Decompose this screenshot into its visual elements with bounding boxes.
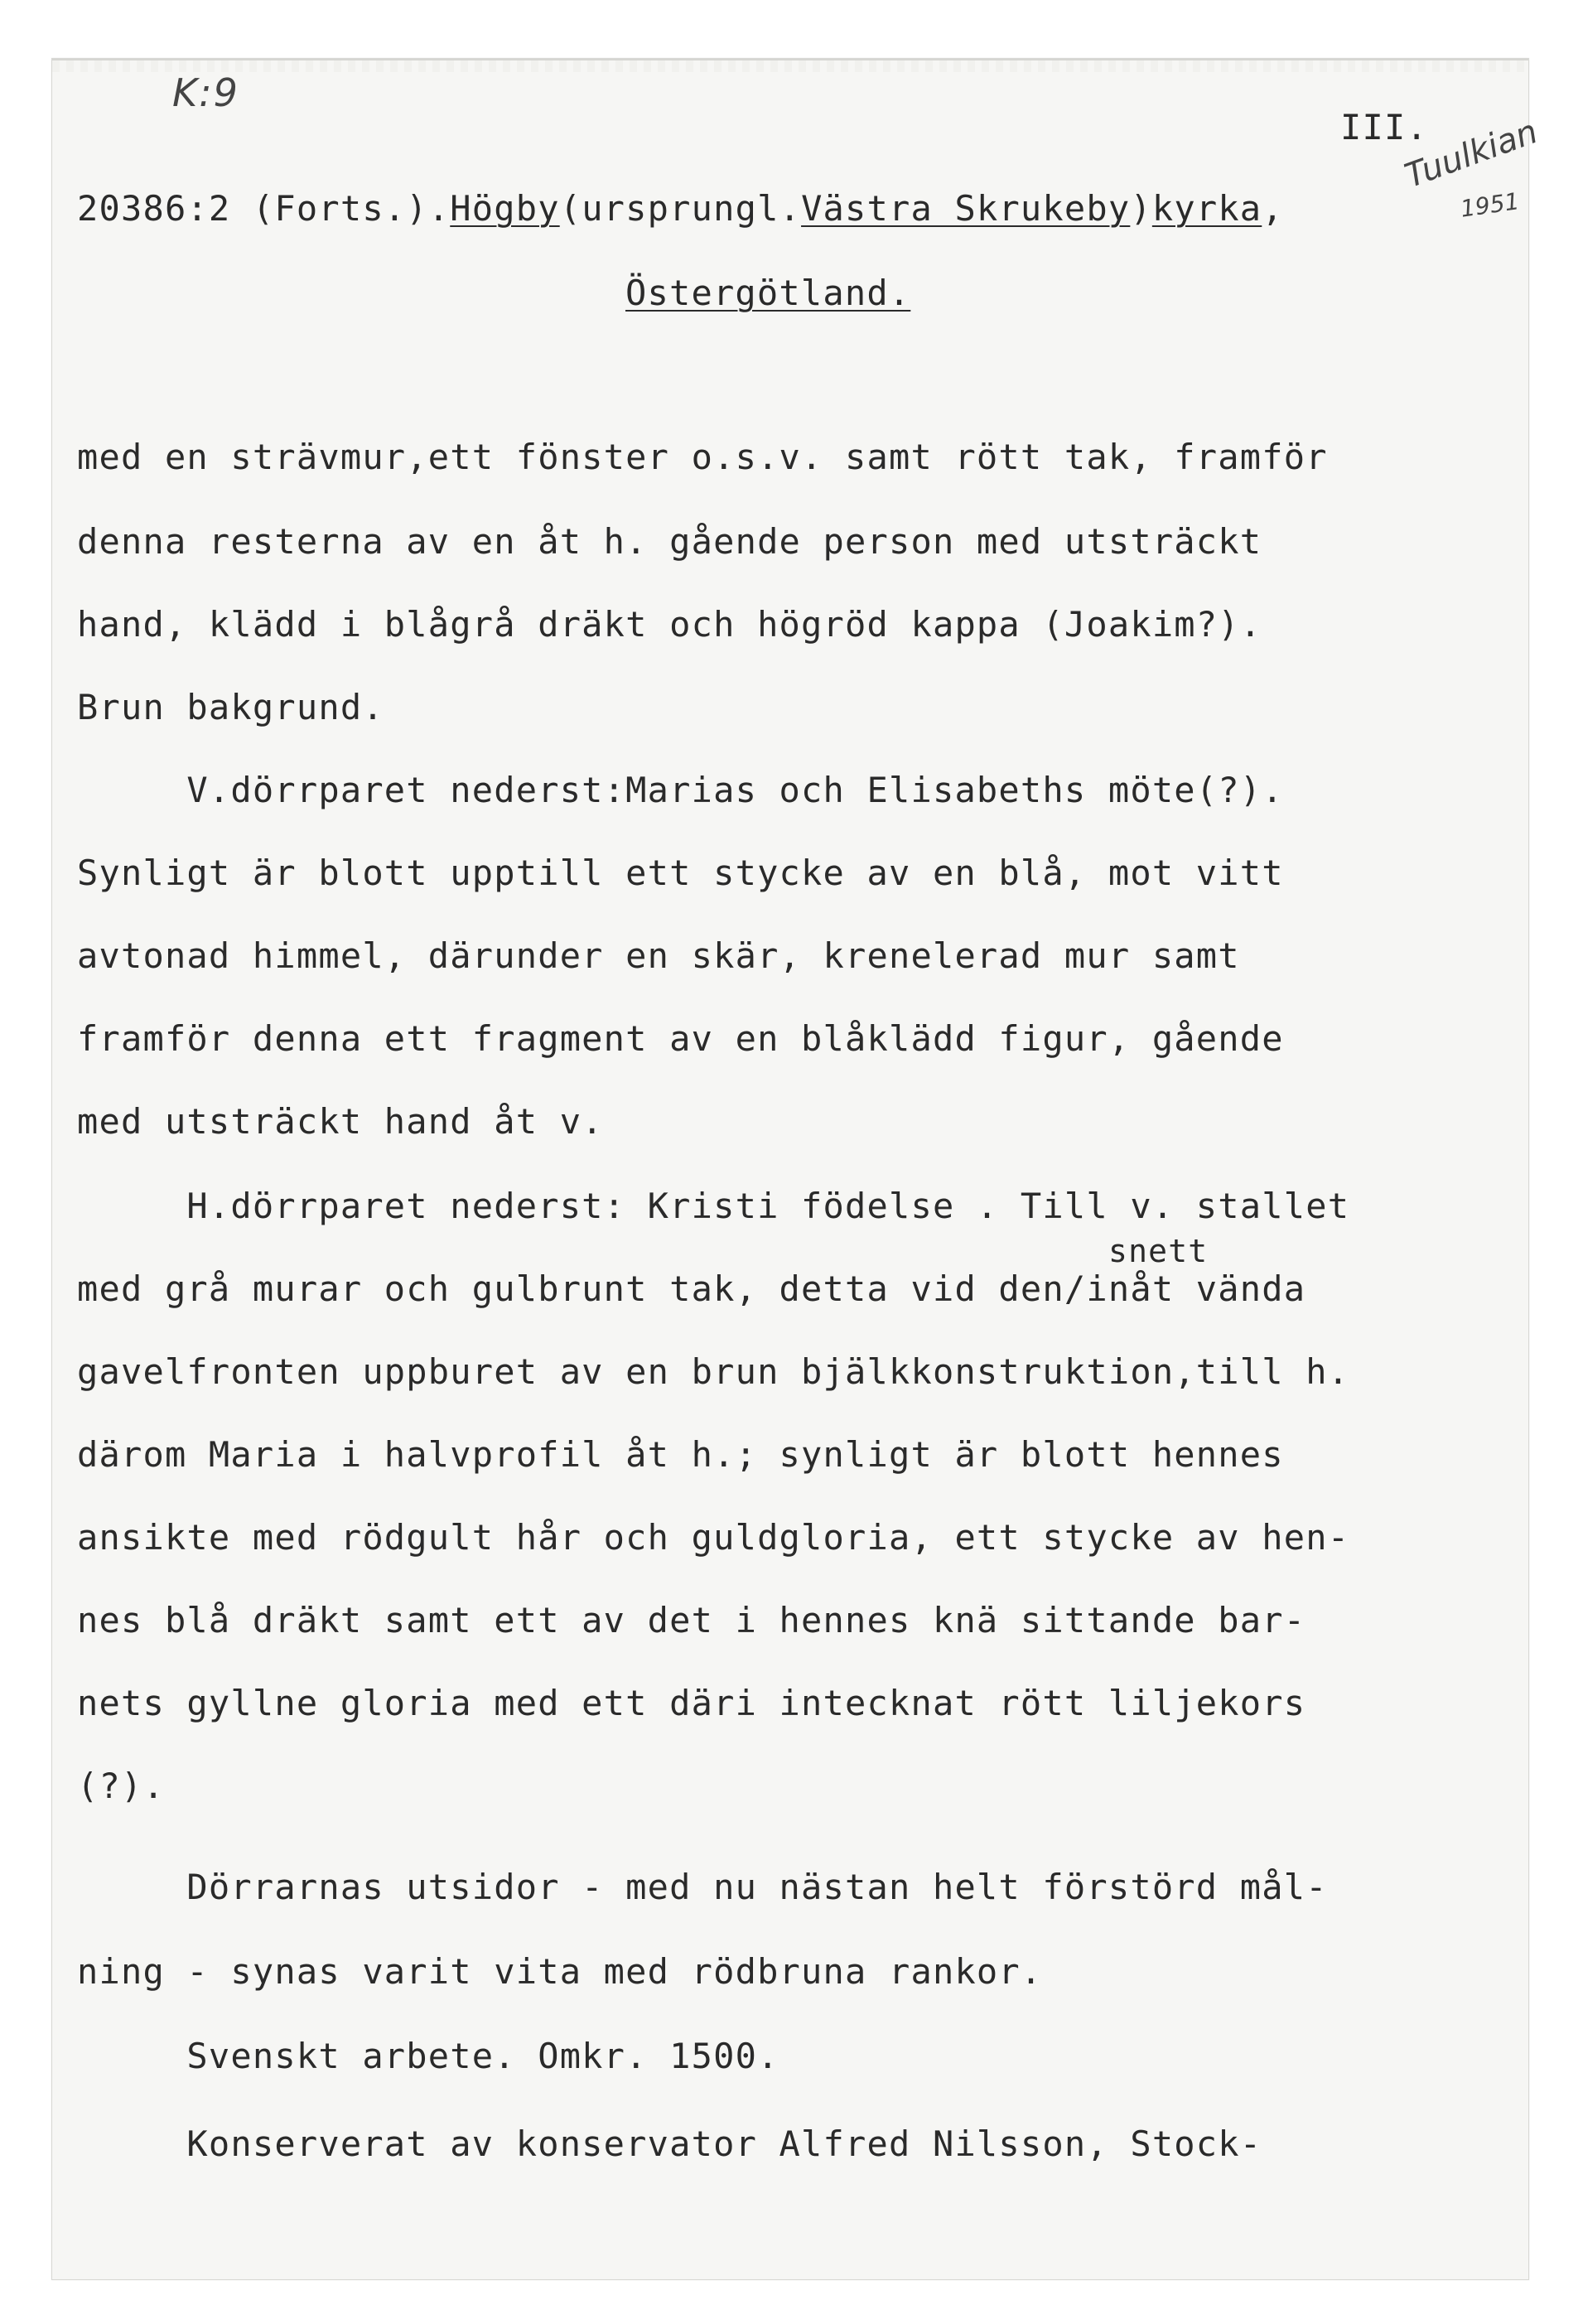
church-word: kyrka: [1151, 188, 1262, 229]
body-line: gavelfronten uppburet av en brun bjälkkonstruktion,till h.: [77, 1351, 1350, 1392]
body-line: Konserverat av konservator Alfred Nilsson, Stock-: [77, 2123, 1262, 2164]
page-number: III.: [1340, 107, 1428, 147]
body-line: ning - synas varit vita med rödbruna rankor.: [77, 1951, 1043, 1992]
body-line: med en strävmur,ett fönster o.s.v. samt rött tak, framför: [77, 437, 1328, 477]
body-line: Synligt är blott upptill ett stycke av en blå, mot vitt: [77, 853, 1284, 893]
handwritten-signature: Tuulkian: [1400, 112, 1543, 196]
place-name: Högby: [450, 188, 560, 229]
handwritten-shelf-mark: K:9: [172, 70, 239, 115]
province-name: Östergötland.: [625, 273, 911, 313]
body-line: därom Maria i halvprofil åt h.; synligt är blott hennes: [77, 1434, 1284, 1475]
inserted-word: snett: [1108, 1233, 1209, 1269]
body-line: Brun bakgrund.: [77, 687, 384, 727]
heading-comma: ,: [1262, 188, 1284, 229]
body-line: ansikte med rödgult hår och guldgloria, ett stycke av hen-: [77, 1517, 1350, 1558]
body-line: Dörrarnas utsidor - med nu nästan helt förstörd mål-: [77, 1867, 1328, 1907]
body-line: (?).: [77, 1766, 165, 1806]
body-line: med grå murar och gulbrunt tak, detta vid den/inåt vända: [77, 1268, 1306, 1309]
handwritten-year: 1951: [1459, 187, 1522, 223]
body-line: avtonad himmel, därunder en skär, krenelerad mur samt: [77, 935, 1240, 976]
archive-card: [51, 58, 1543, 2280]
record-heading: [77, 188, 1284, 229]
body-line: nes blå dräkt samt ett av det i hennes knä sittande bar-: [77, 1600, 1306, 1640]
original-place-name: Västra Skrukeby: [801, 188, 1131, 229]
body-line: H.dörrparet nederst: Kristi födelse . Till v. stallet: [77, 1186, 1350, 1226]
torn-top-edge: [52, 59, 1528, 72]
body-line: denna resterna av en åt h. gående person med utsträckt: [77, 521, 1262, 562]
heading-paren-close: ): [1130, 188, 1152, 229]
body-line: framför denna ett fragment av en blåklädd figur, gående: [77, 1018, 1284, 1059]
body-line: Svenskt arbete. Omkr. 1500.: [77, 2036, 779, 2076]
body-line: hand, klädd i blågrå dräkt och högröd kappa (Joakim?).: [77, 604, 1262, 645]
body-line: nets gyllne gloria med ett däri intecknat rött liljekors: [77, 1683, 1306, 1723]
record-number: 20386:2 (Forts.).: [77, 188, 451, 229]
heading-paren-open: (ursprungl.: [559, 188, 802, 229]
body-line: V.dörrparet nederst:Marias och Elisabeths möte(?).: [77, 770, 1284, 810]
body-line: med utsträckt hand åt v.: [77, 1101, 604, 1142]
